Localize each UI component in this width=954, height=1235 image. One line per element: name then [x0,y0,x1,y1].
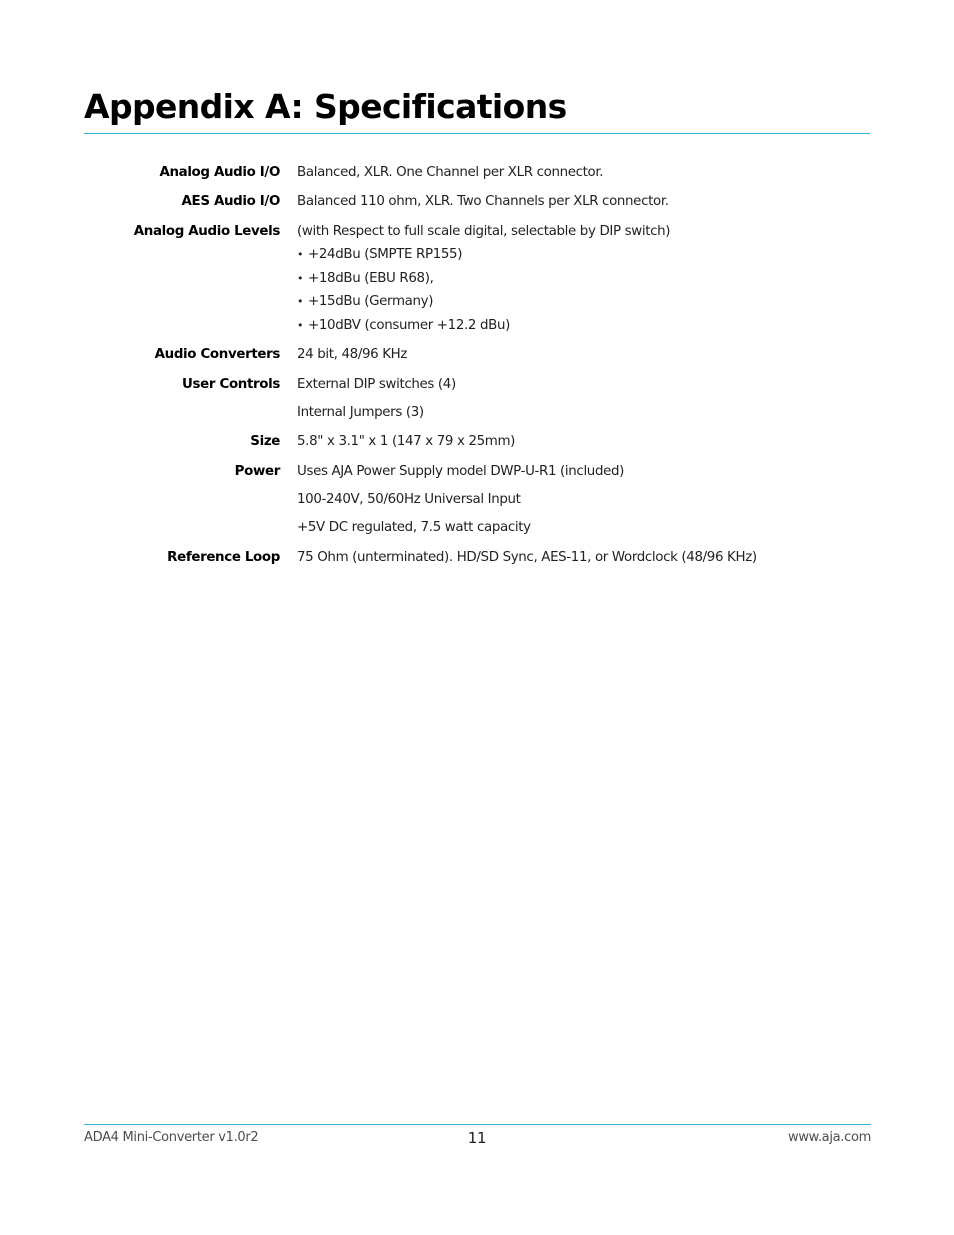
spec-value-analog-audio-io: Balanced, XLR. One Channel per XLR connector. [297,165,604,180]
spec-label-size: Size [250,434,280,449]
footer-page-number: 11 [467,1129,487,1147]
spec-value-user-controls-jumpers: Internal Jumpers (3) [297,405,424,420]
spec-label-aes-audio-io: AES Audio I/O [181,194,280,209]
spec-label-audio-converters: Audio Converters [154,347,280,362]
spec-bullet-item [297,292,433,312]
spec-label-reference-loop: Reference Loop [167,550,280,565]
spec-bullet-text: +15dBu (Germany) [308,294,434,309]
spec-bullet-item [297,269,434,289]
spec-value-reference-loop: 75 Ohm (unterminated). HD/SD Sync, AES-11, or Wordclock (48/96 KHz) [297,550,757,565]
spec-label-analog-audio-io: Analog Audio I/O [159,165,280,180]
spec-value-size: 5.8" x 3.1" x 1 (147 x 79 x 25mm) [297,434,516,449]
page-title: Appendix A: Specifications [84,87,567,126]
spec-label-power: Power [234,464,280,479]
footer-divider [84,1124,871,1125]
spec-bullet-text: +10dBV (consumer +12.2 dBu) [308,318,510,333]
specifications-table [0,0,954,600]
footer-document-name: ADA4 Mini-Converter v1.0r2 [84,1130,259,1145]
spec-bullet-text: +18dBu (EBU R68), [308,271,434,286]
spec-bullet-item [297,316,510,336]
spec-value-user-controls-dip: External DIP switches (4) [297,377,456,392]
spec-label-user-controls: User Controls [182,377,280,392]
spec-value-analog-audio-levels-intro: (with Respect to full scale digital, selectable by DIP switch) [297,224,671,239]
spec-value-power-supply: Uses AJA Power Supply model DWP-U-R1 (included) [297,464,625,479]
spec-value-power-capacity: +5V DC regulated, 7.5 watt capacity [297,520,531,535]
spec-bullet-text: +24dBu (SMPTE RP155) [308,247,463,262]
spec-value-power-input: 100-240V, 50/60Hz Universal Input [297,492,521,507]
spec-bullet-item [297,245,462,265]
spec-value-audio-converters: 24 bit, 48/96 KHz [297,347,408,362]
footer-website: www.aja.com [788,1130,871,1145]
spec-value-aes-audio-io: Balanced 110 ohm, XLR. Two Channels per XLR connector. [297,194,669,209]
spec-label-analog-audio-levels: Analog Audio Levels [133,224,280,239]
